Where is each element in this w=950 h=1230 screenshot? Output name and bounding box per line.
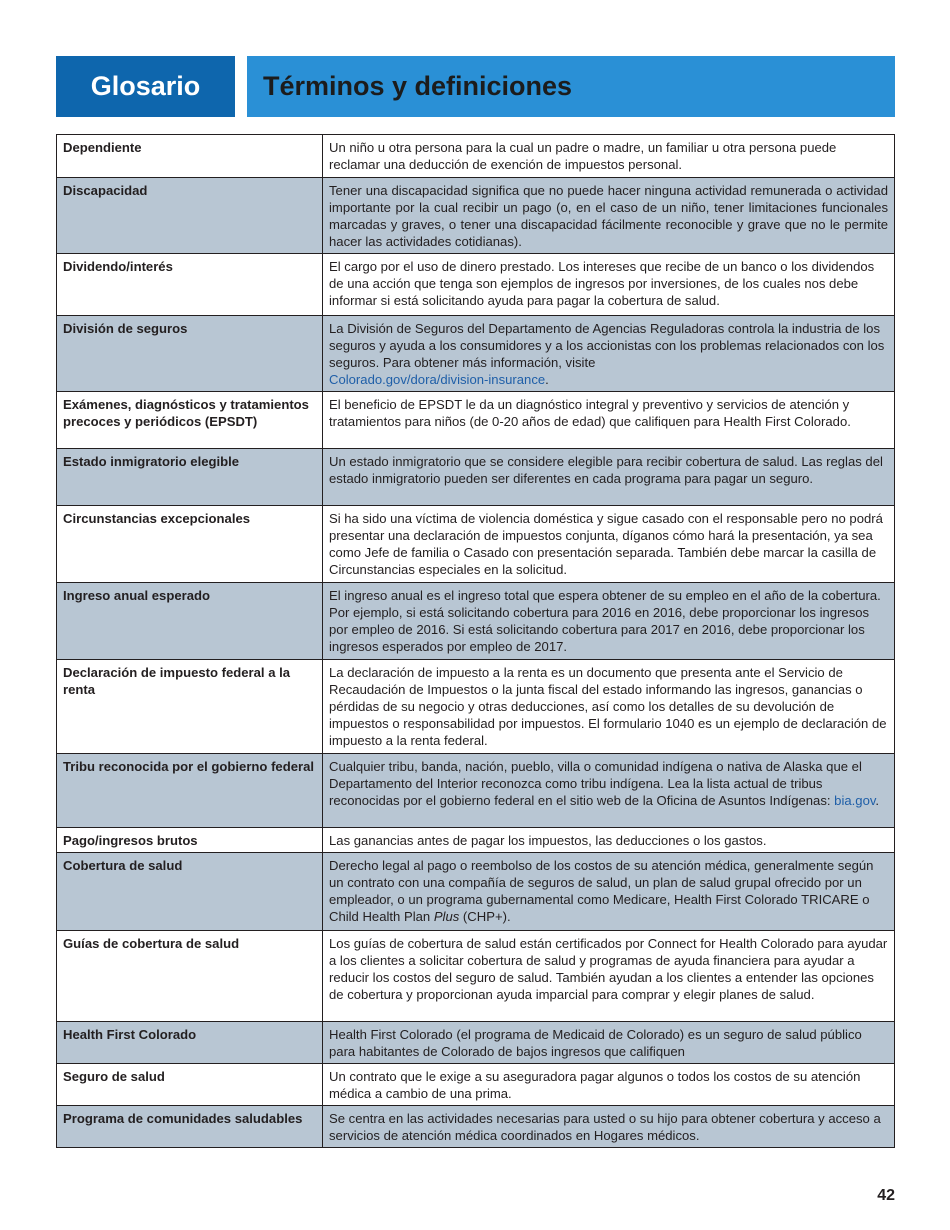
definition-text: Cualquier tribu, banda, nación, pueblo, villa o comunidad indígena o nativa de Alaska que el Departamento del Interior reconozca como tribu indígena. Lea la lista actual de tribus reconocidas por el gobierno federal en el sitio web de la Oficina de Asuntos Indígenas: bbox=[329, 759, 862, 808]
table-row bbox=[57, 254, 895, 316]
table-row bbox=[57, 1106, 895, 1148]
definition-cell: Los guías de cobertura de salud están certificados por Connect for Health Colorado para ayudar a los clientes a solicitar cobertura de salud y programas de ayuda financiera para ayudar a reducir los costos del seguro de salud. También ayudan a los clientes a entender las opciones de cobertura y proporcionan ayuda imparcial para comprar y elegir planes de salud. bbox=[323, 931, 895, 1022]
definition-suffix: . bbox=[545, 372, 549, 387]
definition-suffix: . bbox=[875, 793, 880, 808]
table-row bbox=[57, 1022, 895, 1064]
term-cell: Exámenes, diagnósticos y tratamientos precoces y periódicos (EPSDT) bbox=[57, 392, 323, 449]
table-row bbox=[57, 1064, 895, 1106]
term-cell: Programa de comunidades saludables bbox=[57, 1106, 323, 1148]
table-row bbox=[57, 316, 895, 392]
definition-suffix: (CHP+). bbox=[459, 909, 511, 924]
term-cell: Guías de cobertura de salud bbox=[57, 931, 323, 1022]
table-row bbox=[57, 754, 895, 828]
definition-cell: Un estado inmigratorio que se considere elegible para recibir cobertura de salud. Las reglas del estado inmigratorio pueden ser diferentes en cada programa para pagar un seguro. bbox=[323, 449, 895, 506]
definition-cell: Tener una discapacidad significa que no puede hacer ninguna actividad remunerada o actividad importante por la cual recibir un pago (o, en el caso de un niño, tener limitaciones funcionales marcadas y graves, o tener una discapacidad fácilmente reconocible y grave que no le permite hacer las actividades cotidianas). bbox=[323, 178, 895, 254]
definition-cell: Las ganancias antes de pagar los impuestos, las deducciones o los gastos. bbox=[323, 828, 895, 853]
table-row bbox=[57, 506, 895, 583]
section-tab: Glosario bbox=[56, 56, 235, 117]
table-row bbox=[57, 583, 895, 660]
term-cell: Pago/ingresos brutos bbox=[57, 828, 323, 853]
term-cell: Health First Colorado bbox=[57, 1022, 323, 1064]
table-row bbox=[57, 828, 895, 853]
definition-cell: El ingreso anual es el ingreso total que espera obtener de su empleo en el año de la cobertura. Por ejemplo, si está solicitando cobertura para 2016 en 2016, debe proporcionar los ingresos por empleo de 2016. Si está solicitando cobertura para 2017 en 2016, debe proporcionar los ingresos esperados por empleo de 2017. bbox=[323, 583, 895, 660]
term-cell: Discapacidad bbox=[57, 178, 323, 254]
term-cell: Dividendo/interés bbox=[57, 254, 323, 316]
term-cell: Ingreso anual esperado bbox=[57, 583, 323, 660]
definition-cell: El cargo por el uso de dinero prestado. Los intereses que recibe de un banco o los dividendos de una acción que tenga son ejemplos de ingresos por inversiones, de los cuales nos debe informar si está solicitando ayuda para pagar la cobertura de salud. bbox=[323, 254, 895, 316]
glossary-table bbox=[56, 134, 895, 1148]
definition-cell: Un niño u otra persona para la cual un padre o madre, un familiar u otra persona puede reclamar una deducción de exención de impuestos personal. bbox=[323, 135, 895, 178]
term-cell: Circunstancias excepcionales bbox=[57, 506, 323, 583]
table-row bbox=[57, 178, 895, 254]
plus-italic: Plus bbox=[433, 909, 460, 924]
page-title: Términos y definiciones bbox=[247, 56, 895, 117]
table-row bbox=[57, 449, 895, 506]
term-cell: Declaración de impuesto federal a la renta bbox=[57, 660, 323, 754]
definition-cell: La declaración de impuesto a la renta es un documento que presenta ante el Servicio de Recaudación de Impuestos o la junta fiscal del estado informando las ingresos, ganancias o pérdidas de su negocio y otras deducciones, así como los detalles de su devolución de impuestos o responsabilidad por impuestos. El formulario 1040 es un ejemplo de declaración de impuesto a la renta federal. bbox=[323, 660, 895, 754]
page-header bbox=[56, 56, 895, 117]
definition-cell bbox=[323, 853, 895, 931]
definition-text: La División de Seguros del Departamento de Agencias Reguladoras controla la industria de los seguros y ayuda a los consumidores y a los accionistas con los problemas relacionados con los seguros. Para obtener más información, visite bbox=[329, 321, 885, 370]
term-cell: Cobertura de salud bbox=[57, 853, 323, 931]
definition-cell: El beneficio de EPSDT le da un diagnóstico integral y preventivo y servicios de atención y tratamientos para niños (de 0-20 años de edad) que califiquen para Health First Colorado. bbox=[323, 392, 895, 449]
definition-cell: Health First Colorado (el programa de Medicaid de Colorado) es un seguro de salud público para habitantes de Colorado de bajos ingresos que califiquen bbox=[323, 1022, 895, 1064]
bia-gov-link[interactable]: bia.gov bbox=[834, 793, 876, 808]
definition-text: Derecho legal al pago o reembolso de los costos de su atención médica, generalmente según un contrato con una compañía de seguros de salud, un plan de salud grupal ofrecido por un empleador, o un programa gubernamental como Medicare, Health First Colorado TRICARE o Child Health Plan bbox=[329, 858, 874, 924]
table-row bbox=[57, 853, 895, 931]
definition-cell bbox=[323, 754, 895, 828]
table-row bbox=[57, 135, 895, 178]
definition-cell: Se centra en las actividades necesarias para usted o su hijo para obtener cobertura y acceso a servicios de atención médica coordinados en Hogares médicos. bbox=[323, 1106, 895, 1148]
page-number: 42 bbox=[877, 1187, 895, 1204]
term-cell: Seguro de salud bbox=[57, 1064, 323, 1106]
table-row bbox=[57, 660, 895, 754]
term-cell: Dependiente bbox=[57, 135, 323, 178]
division-insurance-link[interactable]: Colorado.gov/dora/division-insurance bbox=[329, 372, 546, 387]
term-cell: Estado inmigratorio elegible bbox=[57, 449, 323, 506]
table-row bbox=[57, 392, 895, 449]
term-cell: Tribu reconocida por el gobierno federal bbox=[57, 754, 323, 828]
term-cell: División de seguros bbox=[57, 316, 323, 392]
definition-cell bbox=[323, 316, 895, 392]
table-row bbox=[57, 931, 895, 1022]
definition-cell: Si ha sido una víctima de violencia doméstica y sigue casado con el responsable pero no podrá presentar una declaración de impuestos conjunta, díganos cómo hará la presentación, ya sea como Jefe de familia o Casado con presentación separada. También debe marcar la casilla de Circunstancias especiales en la solicitud. bbox=[323, 506, 895, 583]
definition-cell: Un contrato que le exige a su aseguradora pagar algunos o todos los costos de su atención médica a cambio de una prima. bbox=[323, 1064, 895, 1106]
